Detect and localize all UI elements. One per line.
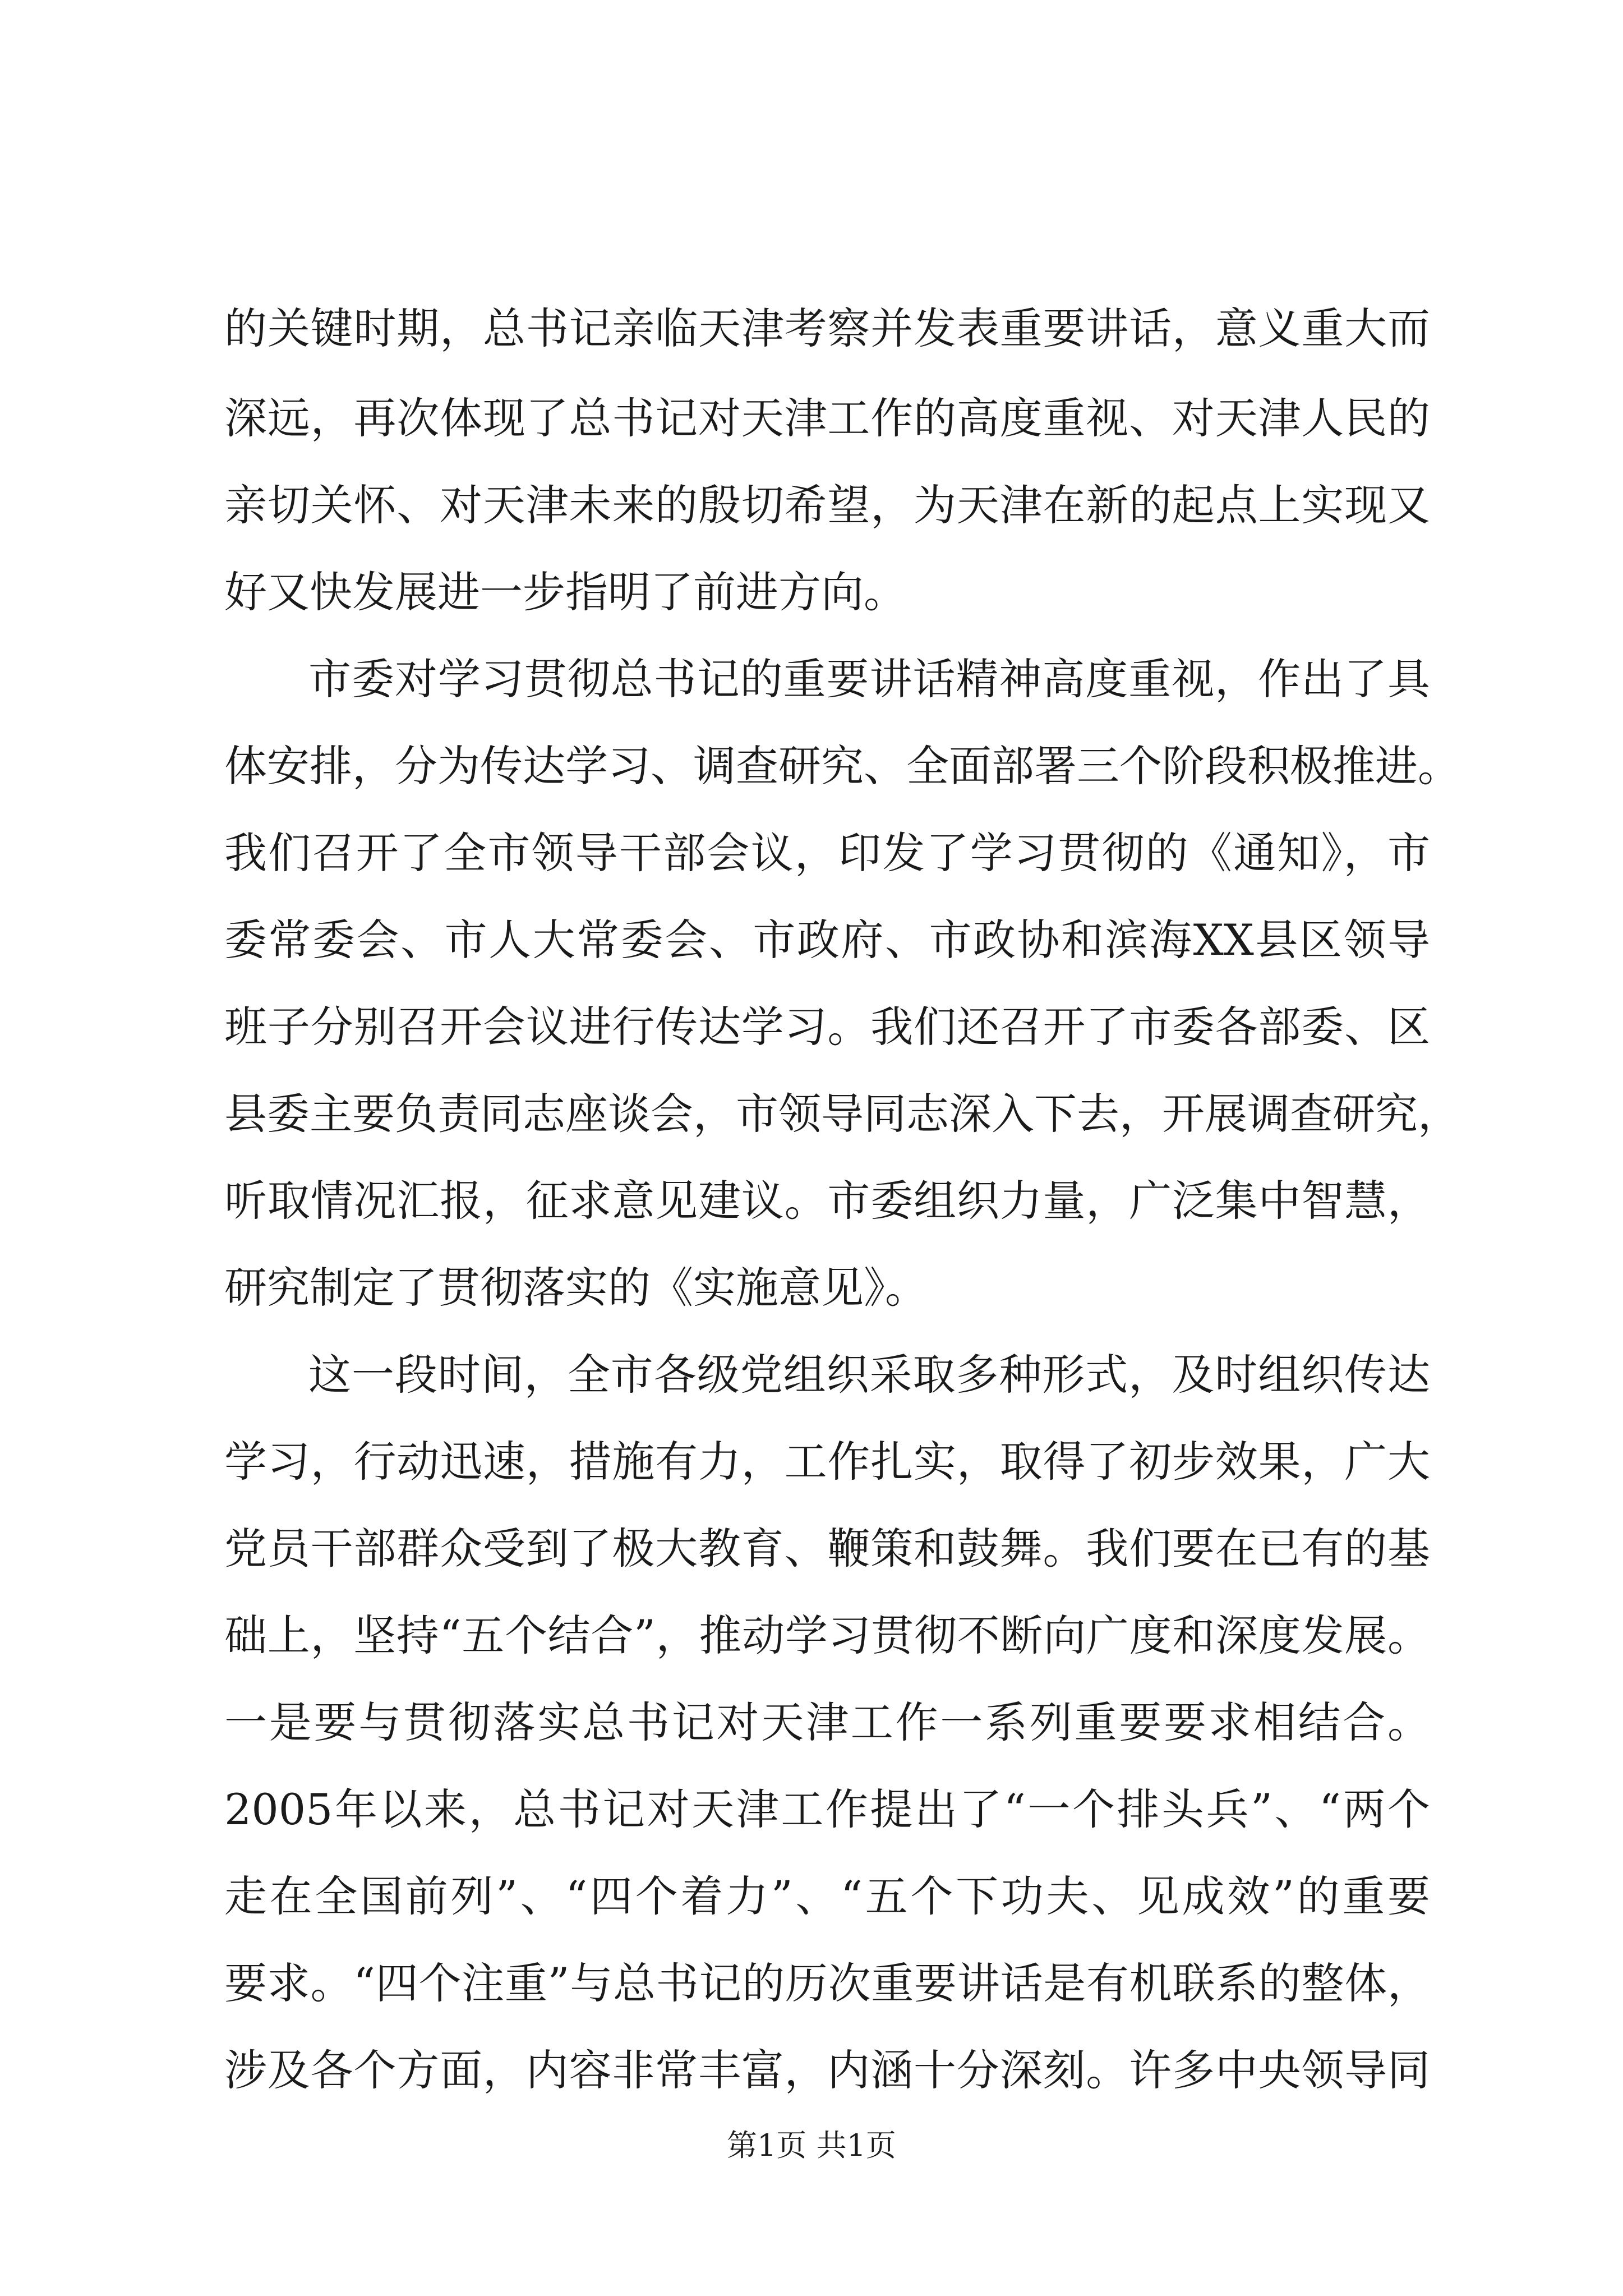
body-line-8: 委常委会、市人大常委会、市政府、市政协和滨海XX县区领导 [224, 915, 1430, 965]
body-line-14: 学习，行动迅速，措施有力，工作扎实，取得了初步效果，广大 [224, 1437, 1430, 1487]
body-line-15: 党员干部群众受到了极大教育、鞭策和鼓舞。我们要在已有的基 [224, 1524, 1430, 1573]
body-line-4: 好又快发展进一步指明了前进方向。 [224, 567, 906, 617]
body-line-11: 听取情况汇报，征求意见建议。市委组织力量，广泛集中智慧， [224, 1176, 1430, 1226]
body-line-3: 亲切关怀、对天津未来的殷切希望，为天津在新的起点上实现又 [224, 480, 1430, 530]
body-line-17: 一是要与贯彻落实总书记对天津工作一系列重要要求相结合。 [224, 1697, 1430, 1747]
body-line-2: 深远，再次体现了总书记对天津工作的高度重视、对天津人民的 [224, 393, 1430, 443]
body-line-18: 2005年以来，总书记对天津工作提出了“一个排头兵”、“两个 [224, 1784, 1430, 1834]
body-line-5: 市委对学习贯彻总书记的重要讲话精神高度重视，作出了具 [308, 654, 1430, 704]
body-line-9: 班子分别召开会议进行传达学习。我们还召开了市委各部委、区 [224, 1002, 1430, 1052]
body-line-21: 涉及各个方面，内容非常丰富，内涵十分深刻。许多中央领导同 [224, 2045, 1430, 2095]
body-line-20: 要求。“四个注重”与总书记的历次重要讲话是有机联系的整体， [224, 1958, 1430, 2008]
body-line-1: 的关键时期，总书记亲临天津考察并发表重要讲话，意义重大而 [224, 303, 1430, 353]
body-line-16: 础上，坚持“五个结合”，推动学习贯彻不断向广度和深度发展。 [224, 1611, 1430, 1660]
body-line-7: 我们召开了全市领导干部会议，印发了学习贯彻的《通知》，市 [224, 828, 1430, 878]
body-line-10: 县委主要负责同志座谈会，市领导同志深入下去，开展调查研究， [224, 1089, 1460, 1139]
body-line-13: 这一段时间，全市各级党组织采取多种形式，及时组织传达 [308, 1350, 1430, 1400]
body-line-19: 走在全国前列”、“四个着力”、“五个下功夫、见成效”的重要 [224, 1871, 1430, 1921]
body-line-12: 研究制定了贯彻落实的《实施意见》。 [224, 1263, 928, 1313]
body-line-6: 体安排，分为传达学习、调查研究、全面部署三个阶段积极推进。 [224, 741, 1460, 791]
page-footer: 第1页 共1页 [727, 2128, 896, 2163]
